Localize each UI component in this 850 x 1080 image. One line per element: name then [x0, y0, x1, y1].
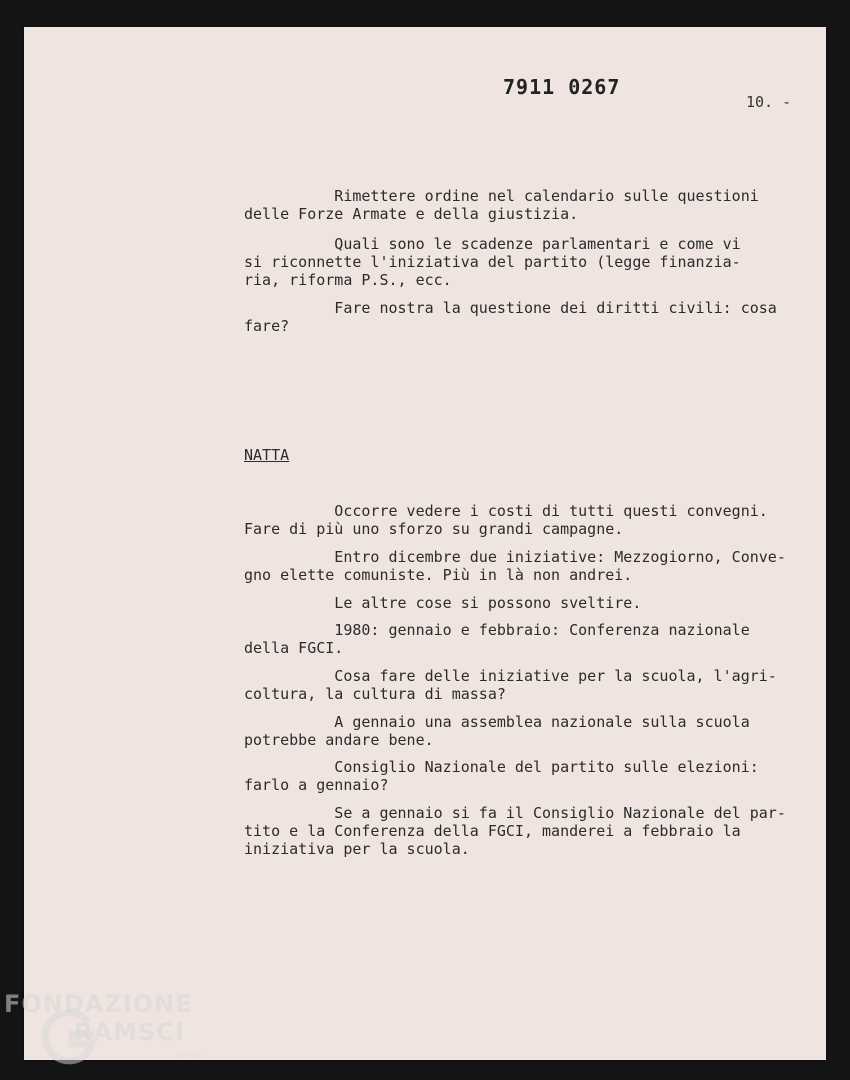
page-number: 10. -: [746, 93, 792, 111]
paragraph: 1980: gennaio e febbraio: Conferenza nazionale della FGCI.: [244, 621, 750, 657]
watermark-line1: FONDAZIONE: [4, 990, 193, 1018]
paragraph: Quali sono le scadenze parlamentari e come vi si riconnette l'iniziativa del partito (legge finanzia- ria, riforma P.S., ecc.: [244, 235, 741, 289]
section-heading: NATTA: [244, 446, 290, 464]
paragraph: Rimettere ordine nel calendario sulle questioni delle Forze Armate e della giustizia.: [244, 187, 759, 223]
paragraph: Occorre vedere i costi di tutti questi convegni. Fare di più uno sforzo su grandi campagne.: [244, 502, 768, 538]
paragraph: Le altre cose si possono sveltire.: [244, 594, 642, 612]
paragraph: Se a gennaio si fa il Consiglio Nazionale del par- tito e la Conferenza della FGCI, manderei a febbraio la iniziativa per la scuola.: [244, 804, 786, 858]
watermark-line2: RAMSCI: [74, 1018, 185, 1046]
paragraph: A gennaio una assemblea nazionale sulla scuola potrebbe andare bene.: [244, 713, 750, 749]
paragraph: Consiglio Nazionale del partito sulle elezioni: farlo a gennaio?: [244, 758, 759, 794]
paragraph: Entro dicembre due iniziative: Mezzogiorno, Conve- gno elette comuniste. Più in là non andrei.: [244, 548, 786, 584]
paragraph: Cosa fare delle iniziative per la scuola, l'agri- coltura, la cultura di massa?: [244, 667, 777, 703]
document-page: [24, 27, 826, 1060]
watermark-suffix: onlus: [176, 1050, 203, 1061]
paragraph: Fare nostra la questione dei diritti civili: cosa fare?: [244, 299, 777, 335]
document-number: 7911 0267: [503, 75, 621, 99]
fondazione-gramsci-watermark: [4, 990, 224, 1070]
